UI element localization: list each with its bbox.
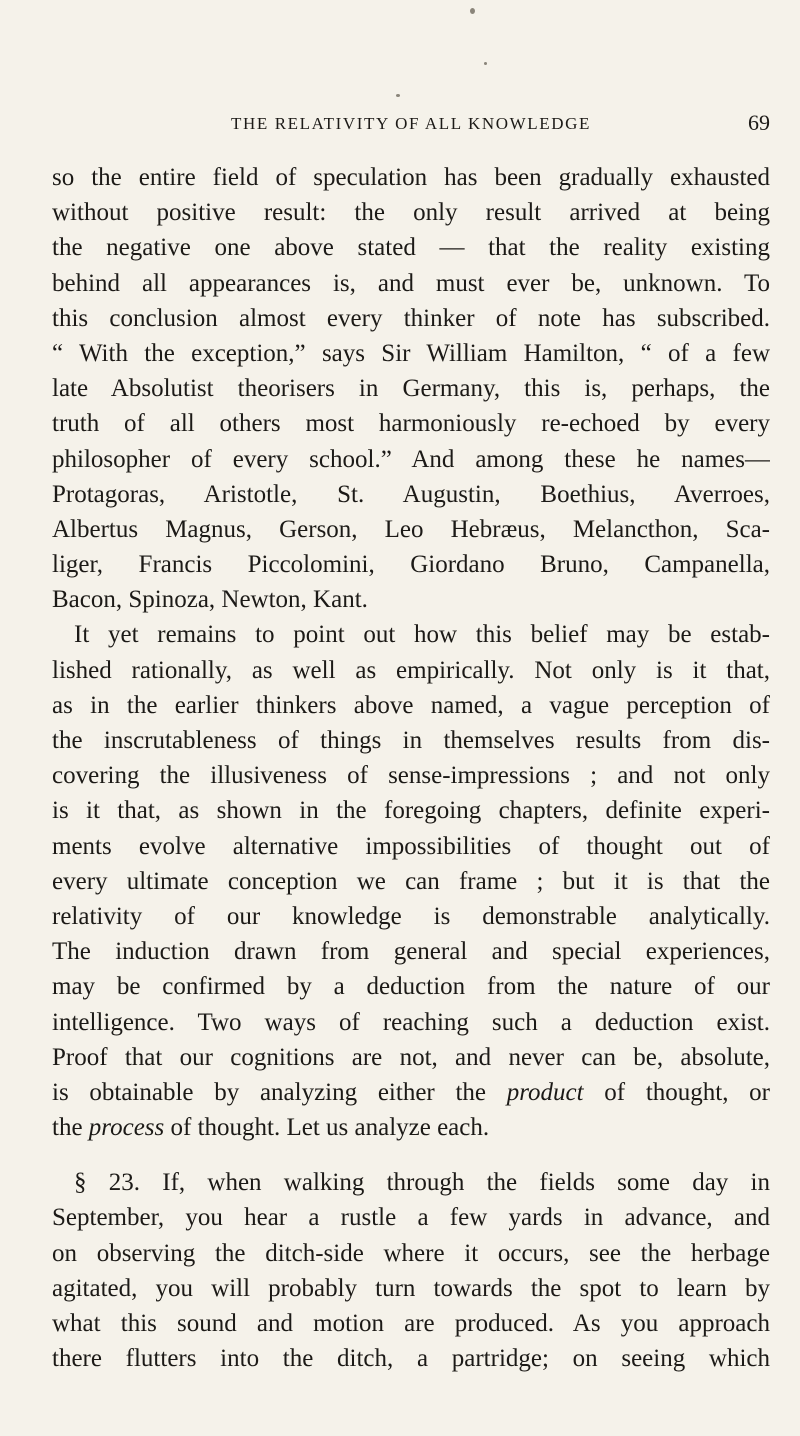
text-line: so the entire field of speculation has been gradually exhausted xyxy=(52,164,770,191)
text-line: philosopher of every school.” And among these he names— xyxy=(52,445,770,473)
text-line: Albertus Magnus, Gerson, Leo Hebræus, Melancthon, Sca- xyxy=(52,515,770,543)
text-run: of thought, or xyxy=(583,1078,770,1106)
text-run: the xyxy=(52,1114,89,1142)
text-line: Protagoras, Aristotle, St. Augustin, Boethius, Averroes, xyxy=(52,480,770,508)
text-line: on observing the ditch-side where it occurs, see the herbage xyxy=(52,1239,770,1267)
text-line: every ultimate conception we can frame ; but it is that the xyxy=(52,867,770,895)
text-line: liger, Francis Piccolomini, Giordano Bruno, Campanella, xyxy=(52,551,770,579)
page-header xyxy=(52,110,770,144)
text-line: Bacon, Spinoza, Newton, Kant. xyxy=(52,586,368,614)
paper-speck xyxy=(484,62,487,65)
page-number: 69 xyxy=(748,110,770,135)
text-line: intelligence. Two ways of reaching such a deduction exist. xyxy=(52,1008,770,1036)
text-line: the inscrutableness of things in themselves results from dis- xyxy=(52,727,770,754)
text-line: It yet remains to point out how this belief may be estab- xyxy=(74,621,770,649)
italic-term-process: process xyxy=(88,1114,165,1142)
paper-speck xyxy=(396,94,400,97)
text-line: as in the earlier thinkers above named, a vague perception of xyxy=(52,691,770,719)
paragraph-1 xyxy=(52,160,770,617)
text-line: September, you hear a rustle a few yards in advance, and xyxy=(52,1204,770,1232)
text-line: the negative one above stated — that the reality existing xyxy=(52,234,770,262)
text-line: is it that, as shown in the foregoing chapters, definite experi- xyxy=(52,797,770,825)
paragraph-2 xyxy=(52,617,770,1145)
text-line: truth of all others most harmoniously re-echoed by every xyxy=(52,410,770,438)
text-line: this conclusion almost every thinker of note has subscribed. xyxy=(52,304,770,332)
paragraph-gap xyxy=(52,1145,770,1165)
text-line: late Absolutist theorisers in Germany, this is, perhaps, the xyxy=(52,375,770,403)
text-line: may be confirmed by a deduction from the nature of our xyxy=(52,973,770,1001)
italic-term-product: product xyxy=(506,1078,584,1106)
text-line: behind all appearances is, and must ever be, unknown. To xyxy=(52,269,770,297)
text-run: is obtainable by analyzing either the xyxy=(52,1078,507,1106)
paper-speck xyxy=(470,8,475,14)
text-line: § 23. If, when walking through the fields some day in xyxy=(74,1169,770,1197)
text-line: covering the illusiveness of sense-impressions ; and not only xyxy=(52,762,770,790)
running-head: THE RELATIVITY OF ALL KNOWLEDGE xyxy=(231,114,591,133)
text-line: lished rationally, as well as empirically. Not only is it that, xyxy=(52,656,770,684)
text-line: what this sound and motion are produced. As you approach xyxy=(52,1310,770,1337)
text-line: ments evolve alternative impossibilities of thought out of xyxy=(52,832,770,860)
text-line: Proof that our cognitions are not, and never can be, absolute, xyxy=(52,1043,770,1071)
body-text xyxy=(52,160,770,1376)
text-line: agitated, you will probably turn towards the spot to learn by xyxy=(52,1274,770,1302)
text-run: of thought. Let us analyze each. xyxy=(164,1114,490,1142)
paragraph-3 xyxy=(52,1165,770,1376)
text-line: without positive result: the only result arrived at being xyxy=(52,199,770,227)
text-line xyxy=(52,1110,770,1145)
text-line: “ With the exception,” says Sir William Hamilton, “ of a few xyxy=(52,339,770,367)
text-line xyxy=(52,1075,770,1110)
text-line: relativity of our knowledge is demonstrable analytically. xyxy=(52,902,770,930)
text-line: there flutters into the ditch, a partridge; on seeing which xyxy=(52,1345,770,1373)
text-line: The induction drawn from general and special experiences, xyxy=(52,938,770,966)
